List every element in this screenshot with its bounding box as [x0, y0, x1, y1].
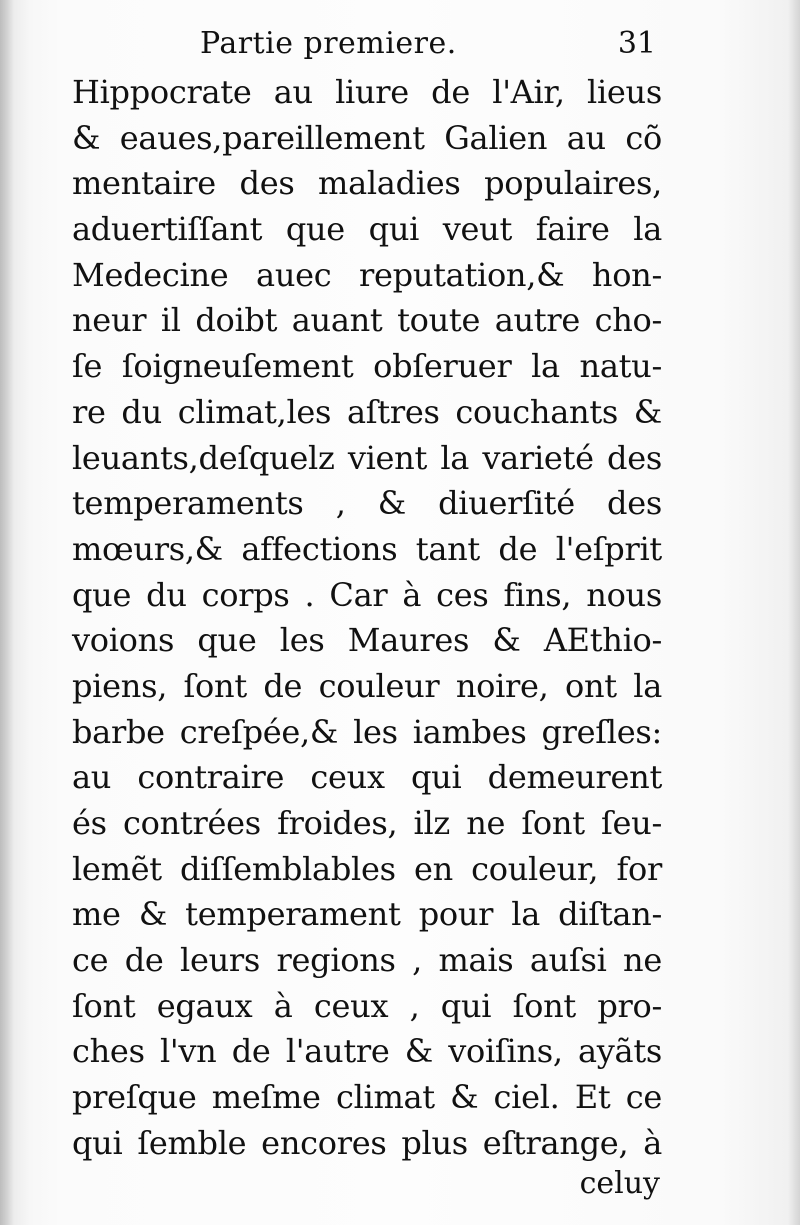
text-line: preſque meſme climat & ciel. Et ce: [72, 1078, 662, 1117]
page-header: [72, 26, 662, 72]
text-line: lemẽt diſſemblables en couleur, for: [72, 849, 662, 888]
text-line: barbe creſpée,& les iambes greſles:: [72, 712, 662, 751]
running-head: Partie premiere.: [200, 26, 457, 61]
text-line: aduertiſſant que qui veut faire la: [72, 210, 662, 249]
text-line: mentaire des maladies populaires,: [72, 164, 662, 203]
text-line: ſont egaux à ceux , qui ſont pro-: [72, 986, 662, 1025]
body-text: [72, 70, 662, 1167]
text-line: & eaues,pareillement Galien au cõ: [72, 118, 662, 157]
text-line: temperaments , & diuerſité des: [72, 484, 662, 523]
text-line: Hippocrate au liure de l'Air, lieus: [72, 73, 662, 111]
text-line: piens, ſont de couleur noire, ont la: [72, 666, 662, 705]
text-line: que du corps . Car à ces fins, nous: [72, 575, 662, 614]
text-line: neur il doibt auant toute autre cho-: [72, 301, 662, 340]
text-line: leuants,deſquelz vient la varieté des: [72, 438, 662, 477]
text-line: ſe ſoigneuſement obſeruer la natu-: [72, 347, 662, 386]
text-line: mœurs,& affections tant de l'eſprit: [72, 529, 662, 568]
text-line: re du climat,les aſtres couchants &: [72, 392, 662, 431]
text-line: qui ſemble encores plus eſtrange, à: [72, 1123, 662, 1162]
text-line: ce de leurs regions , mais auſsi ne: [72, 941, 662, 980]
catchword: celuy: [579, 1166, 660, 1201]
text-line: me & temperament pour la diſtan-: [72, 895, 662, 934]
page-number: 31: [617, 26, 656, 61]
text-line: au contraire ceux qui demeurent: [72, 758, 662, 797]
text-line: és contrées froides, ilz ne ſont ſeu-: [72, 804, 662, 842]
text-line: Medecine auec reputation,& hon-: [72, 255, 662, 294]
text-line: voions que les Maures & AEthio-: [72, 621, 662, 660]
text-line: ches l'vn de l'autre & voiſins, ayãts: [72, 1032, 662, 1071]
